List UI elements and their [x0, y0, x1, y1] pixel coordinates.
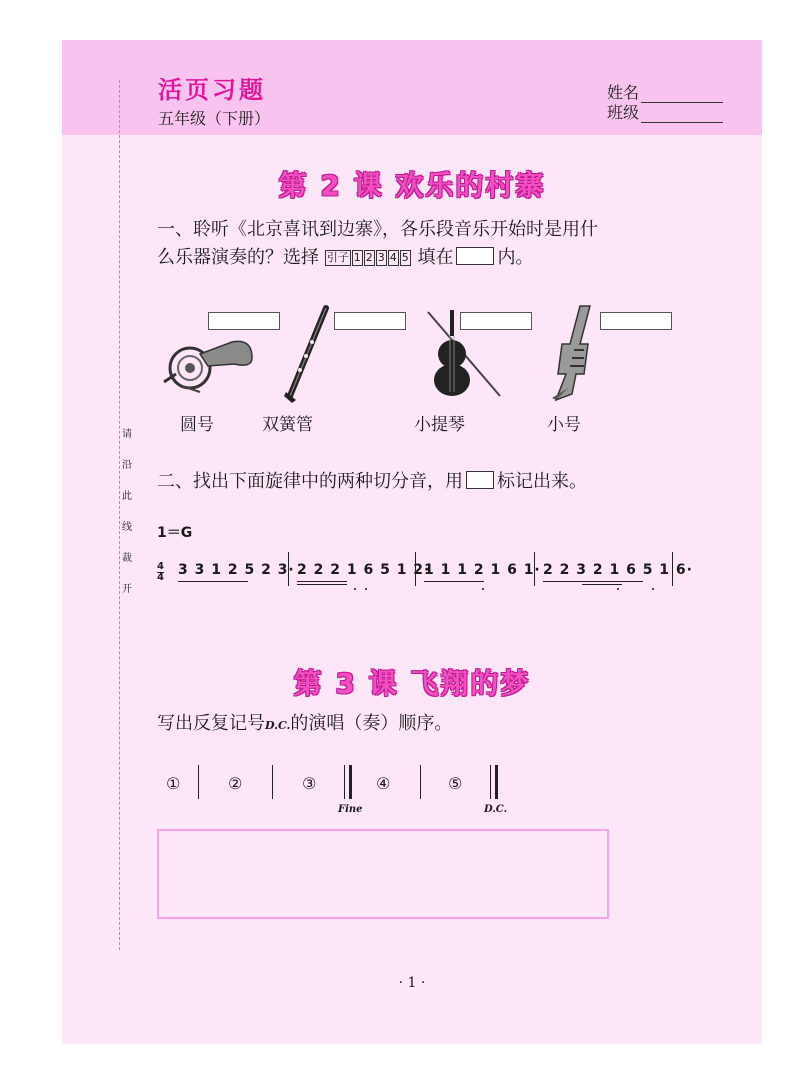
answer-box-oboe[interactable] — [334, 312, 406, 330]
low-octave-dot — [354, 588, 356, 590]
class-blank[interactable] — [641, 106, 723, 123]
beam-line — [297, 581, 347, 582]
low-octave-dot — [482, 588, 484, 590]
option-2: 2 — [365, 251, 373, 264]
section-5: ⑤ — [448, 774, 463, 793]
double-barline — [344, 765, 352, 799]
cut-instruction — [122, 425, 136, 611]
barline — [672, 552, 673, 586]
beam-line — [297, 584, 347, 585]
option-intro: 引子 — [326, 251, 349, 264]
question1-line2: 么乐器演奏的？选择 引子 1 2 3 4 5 填在 内。 — [157, 247, 534, 268]
measure-4[interactable]: 2 2 3 2 1 6 5 1 6· — [543, 562, 693, 578]
barline — [415, 552, 416, 586]
fine-mark: Fine — [338, 804, 363, 815]
answer-box-sample — [456, 247, 494, 265]
barline — [420, 765, 421, 799]
page-number: · 1 · — [398, 975, 426, 991]
worksheet-page — [62, 40, 762, 1044]
class-field[interactable] — [607, 100, 723, 123]
cut-line — [119, 80, 120, 950]
barline — [288, 552, 289, 586]
dc-mark: D.C. — [484, 804, 508, 815]
cut-char: 沿 — [122, 460, 132, 471]
time-signature: 4 4 — [157, 561, 164, 583]
barline — [198, 765, 199, 799]
class-label: 班级 — [607, 103, 640, 122]
question1 — [157, 216, 598, 272]
answer-write-box[interactable] — [157, 829, 609, 919]
barline — [534, 552, 535, 586]
low-octave-dot — [617, 588, 619, 590]
beam-line — [543, 581, 643, 582]
measure-3[interactable]: 1 1 1 2 1 6 1· — [424, 562, 541, 578]
instrument-label-oboe: 双簧管 — [262, 415, 313, 435]
measure-1[interactable]: 3 3 1 2 5 2 3· — [178, 562, 295, 578]
beam-line — [582, 584, 622, 585]
question2: 二、找出下面旋律中的两种切分音，用 标记出来。 — [157, 471, 587, 492]
option-4: 4 — [389, 251, 397, 264]
lesson2-title: 第 2 课 欢乐的村寨 — [278, 169, 546, 202]
answer-box-horn[interactable] — [208, 312, 280, 330]
cut-char: 开 — [122, 584, 132, 595]
question3: 写出反复记号D.C.的演唱（奏）顺序。 — [157, 713, 453, 734]
instrument-label-horn: 圆号 — [180, 415, 214, 435]
cut-char: 裁 — [122, 553, 132, 564]
section-3: ③ — [302, 774, 317, 793]
option-5: 5 — [401, 251, 409, 264]
cut-char: 此 — [122, 491, 132, 502]
answer-box-trumpet[interactable] — [600, 312, 672, 330]
grade-label: 五年级（下册） — [158, 109, 271, 128]
oboe-icon — [282, 304, 332, 404]
instrument-label-violin: 小提琴 — [414, 415, 465, 435]
name-label: 姓名 — [607, 83, 640, 102]
option-3: 3 — [377, 251, 385, 264]
brand-title: 活页习题 — [158, 76, 266, 104]
key-signature: 1＝G — [157, 525, 193, 541]
low-octave-dot — [365, 588, 367, 590]
cut-char: 请 — [122, 429, 132, 440]
french-horn-icon — [160, 336, 256, 394]
double-barline — [490, 765, 498, 799]
barline — [272, 765, 273, 799]
header-band — [62, 40, 762, 135]
section-2: ② — [228, 774, 243, 793]
violin-icon — [412, 306, 504, 402]
instrument-label-trumpet: 小号 — [547, 415, 581, 435]
trumpet-icon — [550, 304, 602, 402]
question1-line1: 一、聆听《北京喜讯到边寨》，各乐段音乐开始时是用什 — [157, 219, 598, 240]
section-1: ① — [166, 774, 181, 793]
low-octave-dot — [652, 588, 654, 590]
lesson3-title: 第 3 课 飞翔的梦 — [293, 667, 531, 700]
dc-symbol: D.C. — [265, 719, 291, 732]
measure-2[interactable]: 2 2 2 1 6 5 1 2· — [297, 562, 431, 578]
cut-char: 线 — [122, 522, 132, 533]
section-4: ④ — [376, 774, 391, 793]
option-1: 1 — [353, 251, 361, 264]
beam-line — [424, 581, 484, 582]
mark-box-sample — [466, 471, 494, 489]
beam-line — [178, 581, 248, 582]
